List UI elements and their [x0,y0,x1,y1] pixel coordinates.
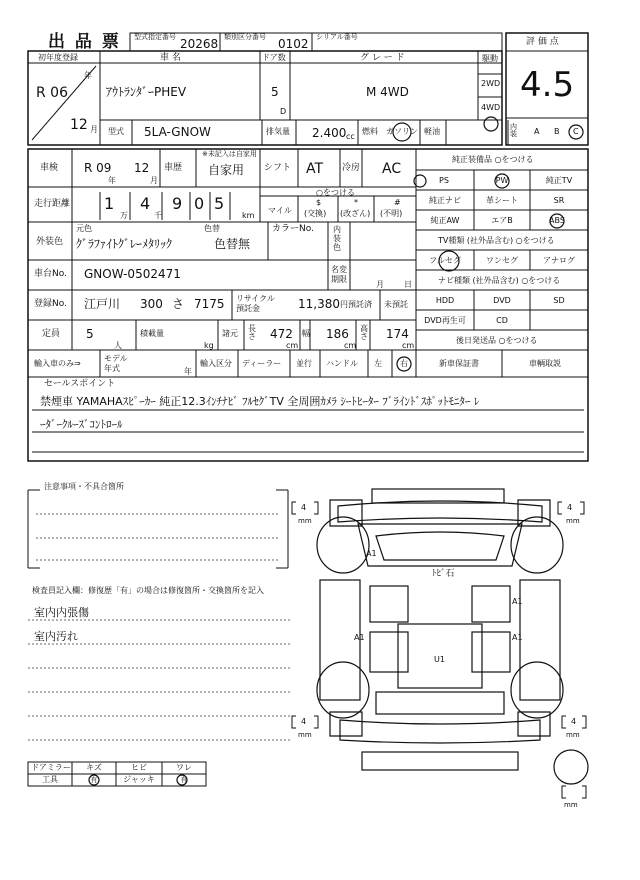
length-label: 長さ [248,324,256,341]
damage-mark: A1 [354,633,365,642]
person-unit: 人 [114,341,122,350]
acc-header: ヒビ [131,763,147,772]
nav-sd[interactable]: SD [553,296,565,305]
recycle-unit[interactable]: 円預託済 [340,300,372,309]
dims-label: 諸元 [222,329,238,338]
recycle-label: リサイクル預託金 [236,294,275,313]
tv-analog[interactable]: アナログ [543,256,575,265]
mm-unit: mm [298,731,312,739]
ac-label: 冷房 [342,163,361,173]
acc-jack-value[interactable]: 有 [180,776,188,784]
mileage-note: ○をつける [316,188,355,197]
handle-left[interactable]: 左 [374,359,382,368]
acc-tools-value[interactable]: 有 [90,776,98,784]
type-cert-label: 型式指定番号 [134,33,176,41]
name-change-day: 日 [404,280,412,289]
chassis-label: 車台No. [34,269,67,279]
equip-navi[interactable]: 純正ナビ [429,196,461,205]
dollar-mark: $ [316,198,322,207]
import-label: 輸入車のみ⇒ [34,359,81,368]
mileage-digit: 9 [172,194,183,213]
inspection-month-mark: 月 [150,176,158,185]
first-reg-month: 12 [70,117,88,133]
original-color: ｸﾞﾗﾌｧｲﾄｸﾞﾚｰﾒﾀﾘｯｸ [76,237,173,251]
width: 186 [326,327,349,341]
recycle-amount: 11,380 [298,297,340,311]
inspector-line: 室内汚れ [34,630,78,643]
name-change-month: 月 [376,280,384,289]
color-no-label: カラーNo. [272,224,314,234]
height: 174 [386,327,409,341]
height-label: 高さ [360,324,368,341]
star-mark: * [354,198,358,207]
color-change: 色替無 [214,237,251,251]
class-label: 類別区分番号 [224,33,266,41]
man-unit: 万 [120,211,128,220]
unknown[interactable]: (不明) [380,209,403,218]
fuel[interactable]: ガソリン [386,127,418,136]
mm-unit: mm [566,517,580,525]
type-cert-value: 20268 [180,37,219,51]
interior-b[interactable]: B [554,127,560,136]
reg-area: 江戸川 [84,297,121,311]
inspection-year-mark: 年 [108,176,116,185]
tv-fullseg[interactable]: フルセグ [429,256,461,265]
sales-line-1: 禁煙車 YAMAHAｽﾋﾟｰｶｰ 純正12.3ｲﾝﾁﾅﾋﾞ ﾌﾙｾｸﾞTV 全周囲ｶﾒﾗ ｼｰﾄﾋｰﾀｰ ﾌﾞﾗｲﾝﾄﾞｽﾎﾟｯﾄﾓﾆﾀｰ ﾚ [40,395,480,408]
nav-dvd[interactable]: DVD [493,296,511,305]
inspector-label: 検査員記入欄：修復歴「有」の場合は修復箇所・交換箇所を記入 [32,586,264,595]
inspector-line: 室内内張傷 [34,606,89,619]
later-manual[interactable]: 車輌取説 [529,359,561,368]
equip-sr[interactable]: SR [553,196,565,205]
import-class-label: 輸入区分 [200,359,232,368]
history: 自家用 [208,163,245,177]
reg-label: 登録No. [34,299,67,309]
km-unit: km [242,211,255,220]
later-header: 後日発送品 ○をつける [456,336,538,345]
oil-label[interactable]: 軽油 [424,127,440,136]
class-value: 0102 [278,37,309,51]
form-title: 出 品 票 [48,32,121,52]
displacement: 2.400 [312,126,347,140]
grade-score-label: 評 価 点 [526,37,559,47]
sales-label: セールスポイント [44,379,116,389]
load-label: 積載量 [140,329,164,338]
ac: AC [382,161,402,177]
reg-number: 7175 [194,297,225,311]
trim-color-label: 内装色 [333,225,341,252]
damage-mark: U1 [434,655,445,664]
tire-depth-fl: 4 [301,503,307,512]
shift-label: シフト [264,163,292,173]
handle-right[interactable]: 右 [400,359,408,368]
mile-label[interactable]: マイル [268,206,292,215]
year-mark: 年 [84,71,92,80]
name-change-label: 名変期限 [331,265,347,284]
nav-cd[interactable]: CD [496,316,508,325]
nav-dvd-play[interactable]: DVD再生可 [424,316,466,325]
tampered[interactable]: (改ざん) [340,209,371,218]
history-label: 車歴 [164,163,183,173]
equip-abs[interactable]: ABS [549,216,565,225]
acc-header: ワレ [176,763,192,772]
dealer[interactable]: ディーラー [242,359,282,368]
tv-oneseg[interactable]: ワンセグ [486,256,518,265]
caution-label: 注意事項・不具合箇所 [44,482,124,491]
drive-label: 駆動 [482,54,498,63]
sales-line-2: ｰﾀﾞｰｸﾙｰｽﾞｺﾝﾄﾛｰﾙ [40,418,123,431]
sen-unit: 千 [154,211,162,220]
shift: AT [306,161,324,177]
car-name-label: 車 名 [160,53,181,63]
car-diagram [320,489,560,770]
mm-unit: mm [298,517,312,525]
first-reg-label: 初年度登録 [38,53,78,62]
model-year-label: モデル年式 [104,354,128,373]
parallel[interactable]: 並行 [296,359,312,368]
mm-unit: mm [566,731,580,739]
mileage-digit: 1 [104,194,115,213]
grade: M 4WD [366,85,409,99]
serial-label: シリアル番号 [316,33,358,41]
handle-label: ハンドル [326,359,358,368]
length: 472 [270,327,293,341]
tv-header: TV種類 (社外品含む) ○をつける [438,236,555,245]
grade-label: グ レ ー ド [360,53,405,63]
exchanged[interactable]: (交換) [304,209,327,218]
chassis: GNOW-0502471 [84,267,181,281]
history-note: ※未記入は自家用 [202,150,257,158]
acc-tools-label: 工具 [42,775,58,784]
equip-ps[interactable]: PS [439,176,449,185]
later-warranty[interactable]: 新車保証書 [439,359,479,368]
tire-depth-fr: 4 [567,503,573,512]
inspection-label: 車検 [40,163,59,173]
recycle-status[interactable]: 未預託 [384,300,408,309]
equip-pw[interactable]: PW [495,176,509,185]
acc-jack-label: ジャッキ [123,775,155,784]
doors-label: ドア数 [262,53,286,62]
mileage-digit: 5 [214,194,225,213]
hash-mark: # [394,198,401,207]
original-color-label: 元色 [76,224,92,233]
mm-unit: mm [564,801,578,809]
nav-header: ナビ種類 (社外品含む) ○をつける [438,276,561,285]
damage-mark: A1 [512,633,523,642]
interior-label: 内装 [510,123,517,138]
kg-unit: kg [204,341,214,350]
grade-score: 4.5 [520,65,575,105]
cm-unit: cm [402,341,415,350]
mileage-digit: 0 [194,194,205,213]
drive-4wd[interactable]: 4WD [481,103,501,112]
equipment-header: 純正装備品 ○をつける [452,155,534,164]
acc-header: ドアミラー [31,763,71,772]
reg-kana: さ [172,297,185,311]
model-label: 型式 [108,127,124,136]
acc-header: キズ [86,763,102,772]
nav-hdd[interactable]: HDD [435,296,455,305]
damage-mark: A1 [512,597,523,606]
mileage-digit: 4 [140,194,151,213]
color-change-label: 色替 [204,224,220,233]
drive-2wd[interactable]: 2WD [481,79,501,88]
tire-depth-rr: 4 [571,717,577,726]
displacement-label: 排気量 [266,127,290,136]
first-reg-era: R 06 [36,85,68,101]
reg-class: 300 [140,297,163,311]
fuel-label: 燃料 [362,127,378,136]
color-label: 外装色 [36,237,64,247]
mileage-label: 走行距離 [34,199,71,209]
width-label: 幅 [302,329,310,338]
model-year-unit: 年 [184,367,192,376]
interior-a[interactable]: A [534,127,540,136]
month-mark: 月 [90,125,98,134]
cc-unit: cc [346,132,355,141]
interior-c[interactable]: C [573,127,579,136]
inspection-month: 12 [134,161,150,175]
equip-airbag[interactable]: エアB [491,216,513,225]
cm-unit: cm [344,341,357,350]
inspection-era: R 09 [84,161,112,175]
car-name: ｱｳﾄﾗﾝﾀﾞｰPHEV [106,85,187,99]
door-type: D [280,107,287,116]
windshield-mark: ﾄﾋﾞ石 [432,569,455,579]
tire-depth-rl: 4 [301,717,307,726]
capacity-label: 定員 [42,329,61,339]
cm-unit: cm [286,341,299,350]
damage-mark: A1 [366,549,377,558]
equip-tv[interactable]: 純正TV [545,176,573,185]
equip-leather[interactable]: 革シート [486,196,518,205]
doors: 5 [271,85,279,99]
capacity: 5 [86,327,94,341]
model: 5LA-GNOW [144,125,211,139]
equip-aw[interactable]: 純正AW [430,216,460,225]
